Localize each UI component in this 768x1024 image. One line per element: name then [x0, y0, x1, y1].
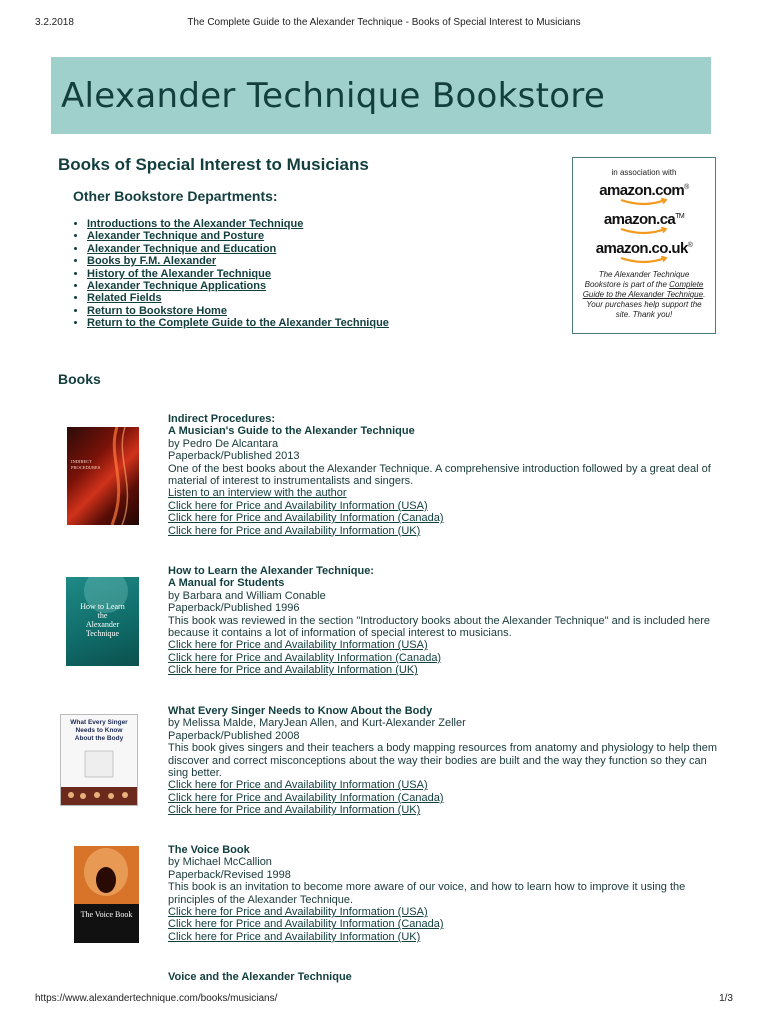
- amazon-suffix: .com: [651, 182, 685, 199]
- book-author: by Pedro De Alcantara: [168, 437, 279, 450]
- book-edition: Paperback/Published 2013: [168, 450, 300, 463]
- amazon-ca-logo[interactable]: [573, 211, 715, 235]
- print-footer: [35, 993, 733, 1005]
- book-edition: Paperback/Revised 1998: [168, 868, 291, 881]
- book-cover-how-to-learn[interactable]: [66, 577, 139, 666]
- price-link-uk[interactable]: Click here for Price and Availability Information (UK): [168, 524, 421, 537]
- cover-title: INDIRECT PROCEDURES: [71, 459, 101, 470]
- dept-link-related-fields[interactable]: Related Fields: [87, 292, 162, 305]
- print-header: [35, 17, 733, 29]
- price-link-usa[interactable]: Click here for Price and Availability Information (USA): [168, 499, 428, 512]
- association-label: in association with: [611, 168, 677, 177]
- price-link-uk[interactable]: Click here for Price and Availablity Information (UK): [168, 664, 418, 677]
- bookstore-banner: [51, 57, 711, 134]
- amazon-smile-icon: [619, 227, 669, 235]
- book-entry-what-every-singer: [168, 705, 718, 817]
- price-link-canada[interactable]: Click here for Price and Availability Information (Canada): [168, 791, 444, 804]
- book-author: by Michael McCallion: [168, 856, 272, 869]
- list-item: [87, 305, 389, 317]
- print-document-title: The Complete Guide to the Alexander Technique - Books of Special Interest to Musicians: [187, 17, 581, 28]
- price-link-canada[interactable]: Click here for Price and Availability Information (Canada): [168, 918, 444, 931]
- book-title: What Every Singer Needs to Know About the Body: [168, 705, 433, 717]
- cover-art: [61, 715, 137, 805]
- book-cover-what-every-singer[interactable]: [60, 714, 138, 806]
- list-item: [87, 218, 389, 230]
- price-link-canada[interactable]: Click here for Price and Availability Information (Canada): [168, 512, 444, 525]
- book-author: by Barbara and William Conable: [168, 589, 326, 602]
- amazon-com-logo[interactable]: [573, 182, 715, 206]
- books-heading: Books: [58, 371, 101, 387]
- cover-title: How to Learn the Alexander Technique: [80, 602, 125, 638]
- amazon-wordmark: amazon: [595, 240, 648, 257]
- book-description: This book gives singers and their teachers a body mapping resources from anatomy and physiology to help them discover and correct misconceptions about the way their bodies are built and the way they function so they can sing better.: [168, 742, 718, 780]
- list-item: [87, 268, 389, 280]
- departments-title: Other Bookstore Departments:: [73, 188, 278, 204]
- dept-link-fm-alexander[interactable]: Books by F.M. Alexander: [87, 255, 217, 268]
- amazon-mark: TM: [675, 213, 685, 220]
- amazon-wordmark: amazon: [603, 211, 657, 228]
- price-link-uk[interactable]: Click here for Price and Availability Information (UK): [168, 930, 421, 943]
- book-author: by Melissa Malde, MaryJean Allen, and Kurt-Alexander Zeller: [168, 717, 466, 730]
- list-item: [87, 317, 389, 329]
- book-title: How to Learn the Alexander Technique:: [168, 565, 374, 577]
- book-description: This book was reviewed in the section "Introductory books about the Alexander Technique" and is included here because it contains a lot of information of special interest to musicians.: [168, 614, 711, 640]
- note-text: The Alexander Technique Bookstore is part of the: [584, 270, 690, 289]
- amazon-association-box: [572, 157, 716, 334]
- dept-link-posture[interactable]: Alexander Technique and Posture: [87, 230, 265, 243]
- author-interview-link[interactable]: Listen to an interview with the author: [168, 487, 347, 500]
- complete-guide-link[interactable]: Complete Guide to the Alexander Technique: [582, 280, 704, 299]
- dept-link-bookstore-home[interactable]: Return to Bookstore Home: [87, 304, 227, 317]
- note-text: . Your purchases help support the site. Thank you!: [586, 290, 706, 319]
- dept-link-history[interactable]: History of the Alexander Technique: [87, 267, 271, 280]
- cover-art: [67, 427, 139, 525]
- book-entry-voice-book: [168, 844, 718, 943]
- price-link-usa[interactable]: Click here for Price and Availability Information (USA): [168, 779, 428, 792]
- banner-title: Alexander Technique Bookstore: [61, 76, 606, 116]
- price-link-canada[interactable]: Click here for Price and Availablity Information (Canada): [168, 651, 442, 664]
- list-item: [87, 230, 389, 242]
- departments-list: [73, 218, 389, 330]
- amazon-mark: ®: [684, 184, 689, 191]
- print-date: 3.2.2018: [35, 17, 74, 28]
- cover-title: The Voice Book: [80, 910, 133, 919]
- book-title: A Musician's Guide to the Alexander Technique: [168, 425, 415, 438]
- book-title: Indirect Procedures:: [168, 413, 275, 425]
- book-description: One of the best books about the Alexander Technique. A comprehensive introduction followed by a great deal of material of interest to instrumentalists and singers.: [168, 462, 711, 488]
- cover-art: [74, 846, 139, 943]
- list-item: [87, 243, 389, 255]
- book-edition: Paperback/Published 2008: [168, 729, 300, 742]
- price-link-usa[interactable]: Click here for Price and Availability Information (USA): [168, 639, 428, 652]
- book-edition: Paperback/Published 1996: [168, 602, 300, 615]
- book-title: A Manual for Students: [168, 577, 285, 590]
- amazon-suffix: .ca: [656, 211, 676, 228]
- amazon-smile-icon: [619, 198, 669, 206]
- page-title: Books of Special Interest to Musicians: [58, 155, 369, 174]
- book-cover-voice-book[interactable]: [74, 846, 139, 943]
- list-item: [87, 292, 389, 304]
- amazon-co-uk-logo[interactable]: [573, 240, 715, 264]
- price-link-usa[interactable]: Click here for Price and Availability Information (USA): [168, 906, 428, 919]
- cover-title: What Every Singer Needs to Know About the Body: [70, 719, 128, 742]
- dept-link-complete-guide[interactable]: Return to the Complete Guide to the Alexander Technique: [87, 317, 389, 330]
- book-entry-indirect-procedures: [168, 413, 718, 537]
- book-title: Voice and the Alexander Technique: [168, 971, 352, 983]
- book-cover-indirect-procedures[interactable]: [67, 427, 139, 525]
- list-item: [87, 255, 389, 267]
- book-title: The Voice Book: [168, 844, 250, 856]
- amazon-suffix: .co.uk: [647, 240, 688, 257]
- print-url: https://www.alexandertechnique.com/books/musicians/: [35, 993, 278, 1004]
- print-page-number: 1/3: [719, 993, 733, 1004]
- dept-link-education[interactable]: Alexander Technique and Education: [87, 242, 277, 255]
- book-entry-how-to-learn: [168, 565, 718, 677]
- amazon-wordmark: amazon: [599, 182, 652, 199]
- book-entry-voice-and-at: [168, 971, 718, 983]
- list-item: [87, 280, 389, 292]
- amazon-mark: ®: [687, 242, 693, 249]
- amazon-smile-icon: [619, 256, 669, 264]
- dept-link-applications[interactable]: Alexander Technique Applications: [87, 280, 267, 293]
- association-note: [581, 270, 707, 320]
- price-link-uk[interactable]: Click here for Price and Availability Information (UK): [168, 804, 421, 817]
- dept-link-introductions[interactable]: Introductions to the Alexander Technique: [87, 218, 304, 230]
- book-description: This book is an invitation to become more aware of our voice, and how to learn how to improve it using the principles of the Alexander Technique.: [168, 881, 686, 906]
